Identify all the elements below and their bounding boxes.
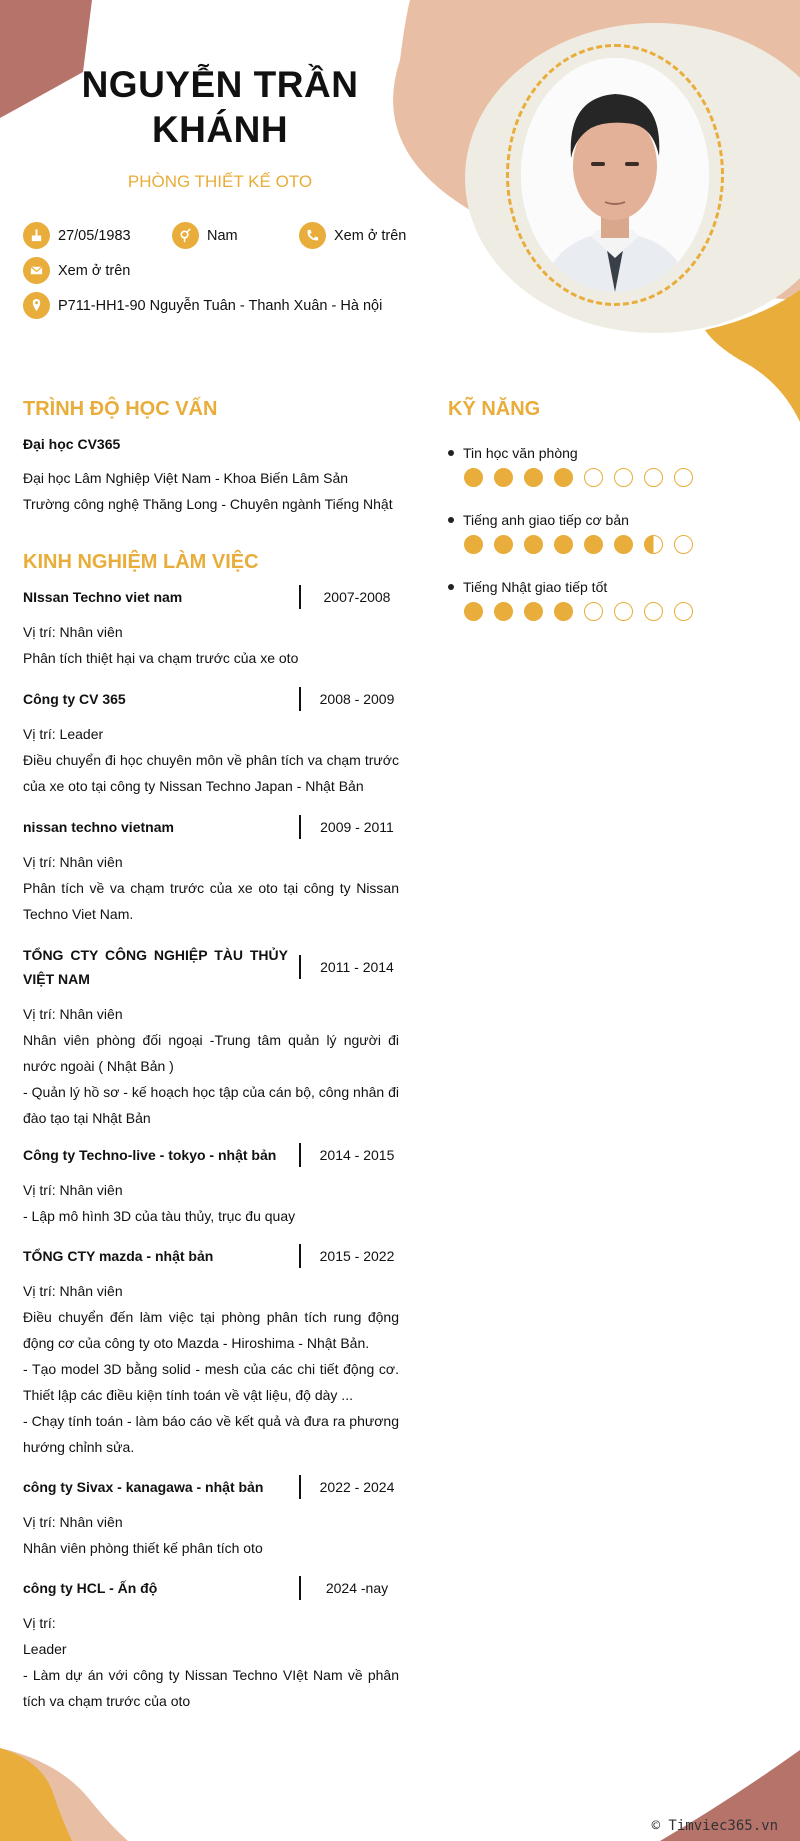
job-line: Vị trí:	[23, 1615, 56, 1631]
job-line: Vị trí: Nhân viên	[23, 624, 123, 640]
profile-photo	[521, 58, 709, 292]
job-line: Phân tích thiệt hại va chạm trước của xe oto	[23, 650, 299, 666]
cake-icon	[23, 222, 50, 249]
divider	[299, 687, 301, 711]
skill-dot	[554, 535, 573, 554]
job-entry	[23, 1576, 399, 1714]
skill-name: Tiếng anh giao tiếp cơ bản	[463, 512, 629, 528]
divider	[299, 1475, 301, 1499]
job-time: 2011 - 2014	[320, 959, 394, 975]
skill-dot	[554, 468, 573, 487]
address-item	[23, 292, 382, 319]
job-entry	[23, 1475, 399, 1561]
skill-dot	[524, 535, 543, 554]
address-text: P711-HH1-90 Nguyễn Tuân - Thanh Xuân - Hà nội	[58, 297, 383, 314]
job-company: NIssan Techno viet nam	[23, 589, 183, 605]
job-time: 2014 - 2015	[319, 1147, 395, 1163]
job-line: Nhân viên phòng thiết kế phân tích oto	[23, 1540, 263, 1556]
gender-text: Nam	[207, 227, 238, 244]
education-school: Đại học CV365	[23, 436, 121, 452]
job-company: công ty HCL - Ấn độ	[23, 1580, 158, 1596]
job-time: 2007-2008	[323, 589, 391, 605]
phone-text: Xem ở trên	[334, 227, 407, 244]
job-line: Điều chuyển đến làm việc tại phòng phân tích rung động động cơ của công ty oto Mazda - Hiroshima - Nhật Bản.	[23, 1309, 399, 1351]
job-line: Điều chuyển đi học chuyên môn về phân tích va chạm trước của xe oto tại công ty Nissan Techno Japan - Nhật Bản	[23, 752, 399, 794]
job-line: - Làm dự án với công ty Nissan Techno VIệt Nam về phân tích va chạm trước của oto	[23, 1667, 399, 1709]
skill-dot	[464, 535, 483, 554]
education-title: TRÌNH ĐỘ HỌC VẤN	[23, 398, 218, 420]
divider	[299, 955, 301, 979]
job-line: Vị trí: Nhân viên	[23, 1514, 123, 1530]
job-line: Nhân viên phòng đối ngoại -Trung tâm quản lý người đi nước ngoài ( Nhật Bản )	[23, 1032, 399, 1074]
birthday-item	[23, 222, 131, 249]
education-line: Trường công nghệ Thăng Long - Chuyên ngành Tiếng Nhật	[23, 496, 393, 512]
job-line: - Tạo model 3D bằng solid - mesh của các chi tiết động cơ. Thiết lập các điều kiện tính toán về vật liệu, độ dày ...	[23, 1361, 399, 1403]
skill-dot	[644, 468, 663, 487]
bullet-icon	[448, 450, 454, 456]
bullet-icon	[448, 517, 454, 523]
skill-dot	[614, 535, 633, 554]
gender-item	[172, 222, 238, 249]
phone-item	[299, 222, 406, 249]
skill-item	[448, 577, 748, 621]
job-line: Vị trí: Leader	[23, 726, 104, 742]
email-icon	[23, 257, 50, 284]
skill-dot	[524, 602, 543, 621]
skill-dot	[524, 468, 543, 487]
job-line: Phân tích về va chạm trước của xe oto tại công ty Nissan Techno Viet Nam.	[23, 880, 399, 922]
skill-dot	[614, 468, 633, 487]
job-line: - Chạy tính toán - làm báo cáo về kết quả và đưa ra phương hướng chỉnh sửa.	[23, 1413, 399, 1455]
skill-dot	[674, 468, 693, 487]
skill-dot	[554, 602, 573, 621]
job-entry	[23, 943, 399, 1131]
skill-dot	[584, 535, 603, 554]
skill-dot	[464, 602, 483, 621]
skills-title: KỸ NĂNG	[448, 398, 541, 420]
bullet-icon	[448, 584, 454, 590]
skill-dot	[674, 602, 693, 621]
job-line: Vị trí: Nhân viên	[23, 1283, 123, 1299]
job-line: Vị trí: Nhân viên	[23, 1182, 123, 1198]
job-entry	[23, 687, 399, 799]
skill-rating	[464, 468, 748, 487]
skill-item	[448, 443, 748, 487]
skill-rating	[464, 602, 748, 621]
experience-title: KINH NGHIỆM LÀM VIỆC	[23, 551, 259, 573]
divider	[299, 1143, 301, 1167]
skill-dot	[644, 535, 663, 554]
location-icon	[23, 292, 50, 319]
skill-dot	[584, 602, 603, 621]
job-company: công ty Sivax - kanagawa - nhật bản	[23, 1479, 264, 1495]
divider	[299, 1576, 301, 1600]
skill-name: Tin học văn phòng	[463, 445, 578, 461]
candidate-name: NGUYỄN TRẦN KHÁNH	[81, 64, 359, 150]
skill-dot	[494, 535, 513, 554]
job-company: nissan techno vietnam	[23, 819, 174, 835]
skill-name: Tiếng Nhật giao tiếp tốt	[463, 579, 608, 595]
job-entry	[23, 585, 399, 671]
job-position: PHÒNG THIẾT KẾ OTO	[127, 172, 313, 191]
skill-dot	[494, 602, 513, 621]
job-entry	[23, 1244, 399, 1460]
job-line: Vị trí: Nhân viên	[23, 854, 123, 870]
skill-dot	[494, 468, 513, 487]
education-line: Đại học Lâm Nghiệp Việt Nam - Khoa Biến Lâm Sản	[23, 470, 349, 486]
job-time: 2024 -nay	[325, 1580, 389, 1596]
birthday-text: 27/05/1983	[58, 227, 131, 244]
job-line: - Quản lý hồ sơ - kế hoạch học tập của cán bộ, công nhân đi đào tạo tại Nhật Bản	[23, 1084, 399, 1126]
job-entry	[23, 1143, 399, 1229]
gender-icon	[172, 222, 199, 249]
job-company: TỔNG CTY CÔNG NGHIỆP TÀU THỦY VIỆT NAM	[23, 947, 288, 987]
divider	[299, 1244, 301, 1268]
job-line: Vị trí: Nhân viên	[23, 1006, 123, 1022]
skill-rating	[464, 535, 748, 554]
job-time: 2015 - 2022	[319, 1248, 395, 1264]
divider	[299, 585, 301, 609]
divider	[299, 815, 301, 839]
job-company: TỔNG CTY mazda - nhật bản	[23, 1248, 214, 1264]
job-entry	[23, 815, 399, 927]
job-company: Công ty Techno-live - tokyo - nhật bản	[23, 1147, 277, 1163]
email-text: Xem ở trên	[58, 262, 131, 279]
skill-item	[448, 510, 748, 554]
skill-dot	[584, 468, 603, 487]
job-line: - Lập mô hình 3D của tàu thủy, trục đu quay	[23, 1208, 296, 1224]
email-item	[23, 257, 130, 284]
footer-watermark: © Timviec365.vn	[651, 1818, 778, 1834]
job-time: 2009 - 2011	[320, 819, 394, 835]
skill-dot	[614, 602, 633, 621]
job-time: 2008 - 2009	[319, 691, 395, 707]
job-company: Công ty CV 365	[23, 691, 126, 707]
skill-dot	[674, 535, 693, 554]
job-time: 2022 - 2024	[319, 1479, 395, 1495]
phone-icon	[299, 222, 326, 249]
skill-dot	[464, 468, 483, 487]
skill-dot	[644, 602, 663, 621]
job-line: Leader	[23, 1641, 67, 1657]
